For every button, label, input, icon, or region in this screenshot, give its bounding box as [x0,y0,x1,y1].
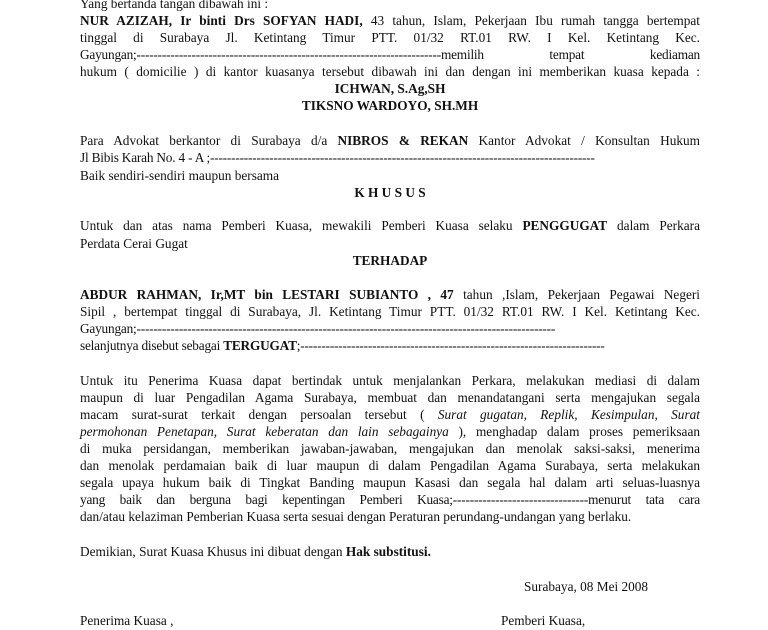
powers-line-3 [80,406,700,423]
place-date: Surabaya, 08 Mei 2008 [524,579,649,594]
principal-name: NUR AZIZAH, Ir binti Drs SOFYAN HADI, [80,13,363,28]
defendant-line-1 [80,286,700,303]
office-text: Para Advokat berkantor di Surabaya d/a [80,133,338,148]
powers-text: macam surat-surat terkait dengan persoalan tersebut ( [80,407,438,422]
closing-text: Demikian, Surat Kuasa Khusus ini dibuat dengan [80,544,346,559]
powers-line-7: segala upaya hukum baik di Tingkat Banding maupun Kasasi dan segala hal dalam arti seluas-luasnya [80,475,700,490]
powers-line-2: maupun di luar Pengadilan Agama Surabaya, membuat dan menandatangani serta mengajukan segala [80,390,700,405]
mandate-line-1 [80,217,700,234]
defendant-name: ABDUR RAHMAN, Ir,MT bin LESTARI SUBIANTO , 47 [80,287,454,302]
mandate-text-2: dalam Perkara [607,218,700,233]
principal-details: 43 tahun, Islam, Pekerjaan Ibu rumah tangga bertempat [362,13,701,28]
powers-line-1: Untuk itu Penerima Kuasa dapat bertindak untuk menjalankan Perkara, melakukan mediasi di dalam [80,373,700,388]
receiver-signature-label: Penerima Kuasa , [80,613,174,628]
law-firm-name: NIBROS & REKAN [337,133,469,148]
plaintiff-role: PENGGUGAT [522,218,608,233]
powers-line-8: yang baik dan berguna bagi kepentingan Pemberi Kuasa;--------------------------------menurut tata cara [80,492,700,507]
principal-address-line: tinggal di Surabaya Jl. Ketintang Timur PTT. 01/32 RT.01 RW. I Kel. Ketintang Kec. [80,30,700,45]
grant-line: hukum ( domicilie ) di kantor kuasanya tersebut dibawah ini dan dengan ini memberikan kuasa kepada : [80,64,700,79]
powers-line-9: dan/atau kelaziman Pemberian Kuasa serta sesuai dengan Peraturan perundang-undangan yang berlaku. [80,509,632,524]
defendant-role-dashes: ;------------------------------------------------------------------------ [296,338,605,353]
closing-period: . [427,544,431,559]
closing-line [80,543,700,560]
document-types: Surat gugatan, Replik, Kesimpulan, Surat [437,407,700,422]
defendant-role-line [80,337,700,354]
office-text-2: Kantor Advokat / Konsultan Hukum [468,133,700,148]
khusus-heading: K H U S U S [354,185,426,200]
principal-line [80,12,700,29]
principal-domicile-line: Gayungan;------------------------------------------------------------------------memilih tempat kediaman [80,47,700,62]
attorney-2: TIKSNO WARDOYO, SH.MH [301,98,479,113]
office-address-line: Jl Bibis Karah No. 4 - A ;------------------------------------------------------------------------------------------- [80,150,595,165]
individually-jointly-line: Baik sendiri-sendiri maupun bersama [80,168,280,183]
mandate-line-2: Perdata Cerai Gugat [80,236,188,251]
defendant-role: TERGUGAT [223,338,297,353]
intro-line-1: Yang bertanda tangan dibawah ini : [80,0,269,11]
defendant-district-line: Gayungan;--------------------------------------------------------------------------------------------------- [80,321,556,336]
attorney-1: ICHWAN, S.Ag,SH [334,81,446,96]
powers-text-2: ), menghadap dalam proses pemeriksaan [448,424,700,439]
mandate-text: Untuk dan atas nama Pemberi Kuasa, mewakili Pemberi Kuasa selaku [80,218,523,233]
terhadap-heading: TERHADAP [352,253,428,268]
defendant-address-line: Sipil , bertempat tinggal di Surabaya, Jl. Ketintang Timur PTT. 01/32 RT.01 RW. I Kel. Ketintang Kec. [80,304,700,319]
defendant-details: tahun ,Islam, Pekerjaan Pegawai Negeri [453,287,700,302]
giver-signature-label: Pemberi Kuasa, [501,613,586,628]
document-types-2: permohonan Penetapan, Surat keberatan dan lain sebagainya [80,424,449,439]
powers-line-4 [80,423,700,440]
office-line-1 [80,132,700,149]
substitution-right: Hak substitusi [345,544,428,559]
powers-line-5: di muka persidangan, memberikan jawaban-jawaban, mengajukan dan menolak saksi-saksi, menerima [80,441,700,456]
defendant-role-text: selanjutnya disebut sebagai [80,338,224,353]
powers-line-6: dan menolak perdamaian baik di luar maupun di dalam Pengadilan Agama Surabaya, serta melakukan [80,458,700,473]
